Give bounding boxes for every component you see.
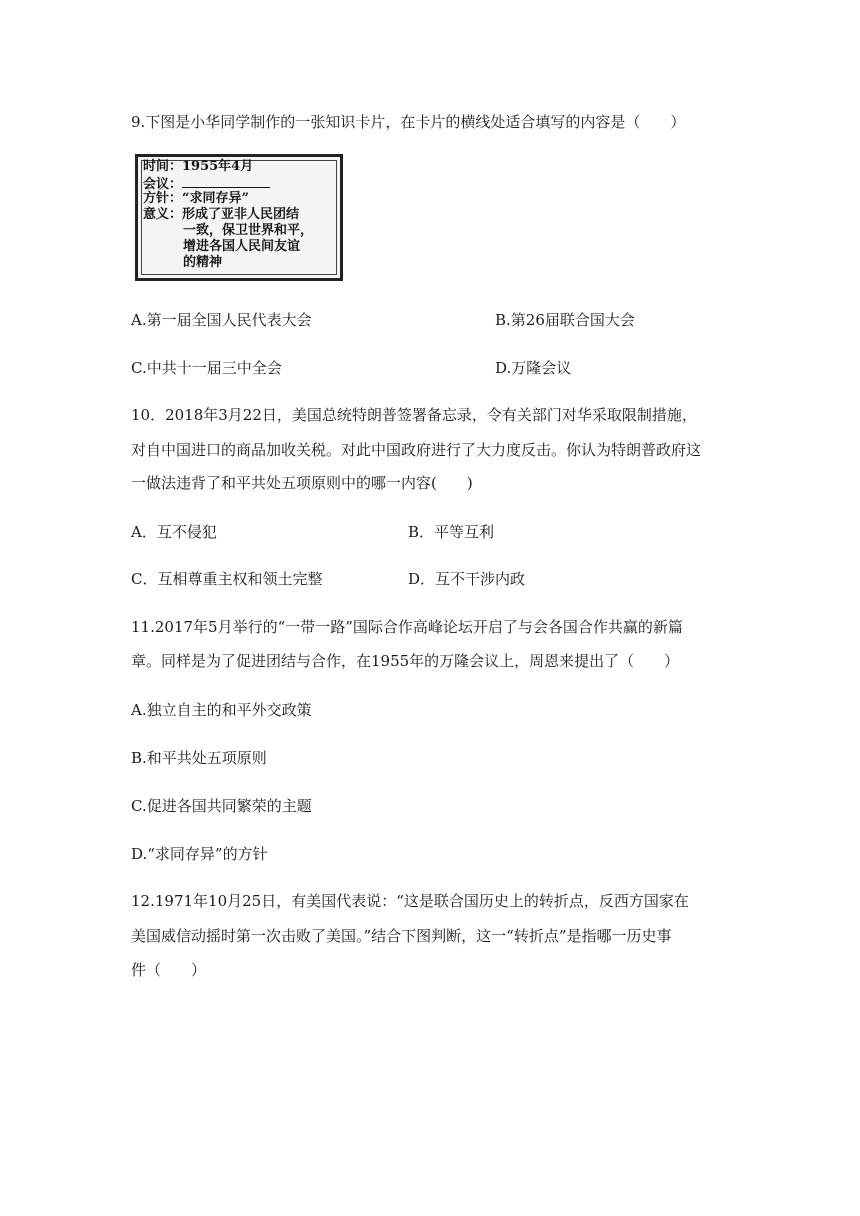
q10-option-d: D．互不干涉内政 [408,570,526,588]
q11-stem-line-1: 11.2017年5月举行的“一带一路”国际合作高峰论坛开启了与会各国合作共赢的新篇 [131,618,683,636]
q10-option-b: B．平等互利 [408,523,495,541]
q12-stem-line-1: 12.1971年10月25日，有美国代表说：“这是联合国历史上的转折点，反西方国家在 [131,892,689,910]
card-meeting-blank [182,175,270,188]
card-meaning-2: 一致，保卫世界和平， [183,223,314,238]
q9-option-d: D.万隆会议 [495,359,572,377]
q11-option-d: D.“求同存异”的方针 [131,845,268,863]
card-time: 时间：1955年4月 [143,159,254,174]
q11-stem-line-2: 章。同样是为了促进团结与合作，在1955年的万隆会议上，周恩来提出了（ ） [131,652,680,670]
card-meaning-1: 意义：形成了亚非人民团结 [143,207,300,222]
q9-stem: 9.下图是小华同学制作的一张知识卡片，在卡片的横线处适合填写的内容是（ ） [131,113,686,131]
knowledge-card [135,154,343,281]
q12-stem-line-3: 件（ ） [131,961,207,979]
card-meaning-3: 增进各国人民间友谊 [183,239,301,254]
q9-option-a: A.第一届全国人民代表大会 [131,311,312,329]
q10-option-a: A．互不侵犯 [131,523,217,541]
q10-option-c: C．互相尊重主权和领土完整 [131,570,323,588]
q10-stem-line-1: 10．2018年3月22日，美国总统特朗普签署备忘录，令有关部门对华采取限制措施， [131,406,697,424]
q11-option-c: C.促进各国共同繁荣的主题 [131,797,312,815]
q11-option-a: A.独立自主的和平外交政策 [131,701,312,719]
q9-option-b: B.第26届联合国大会 [495,311,635,329]
card-meaning-4: 的精神 [183,255,223,270]
q10-stem-line-3: 一做法违背了和平共处五项原则中的哪一内容( ) [131,474,473,492]
q11-option-b: B.和平共处五项原则 [131,749,267,767]
knowledge-card-text [143,159,313,271]
q12-stem-line-2: 美国威信动摇时第一次击败了美国。”结合下图判断，这一“转折点”是指哪一历史事 [131,927,672,945]
card-policy: 方针：“求同存异” [143,191,249,206]
card-meeting-label: 会议： [143,177,183,192]
card-meeting [143,175,313,191]
q9-option-c: C.中共十一届三中全会 [131,359,282,377]
q10-stem-line-2: 对自中国进口的商品加收关税。对此中国政府进行了大力度反击。你认为特朗普政府这 [131,441,702,459]
